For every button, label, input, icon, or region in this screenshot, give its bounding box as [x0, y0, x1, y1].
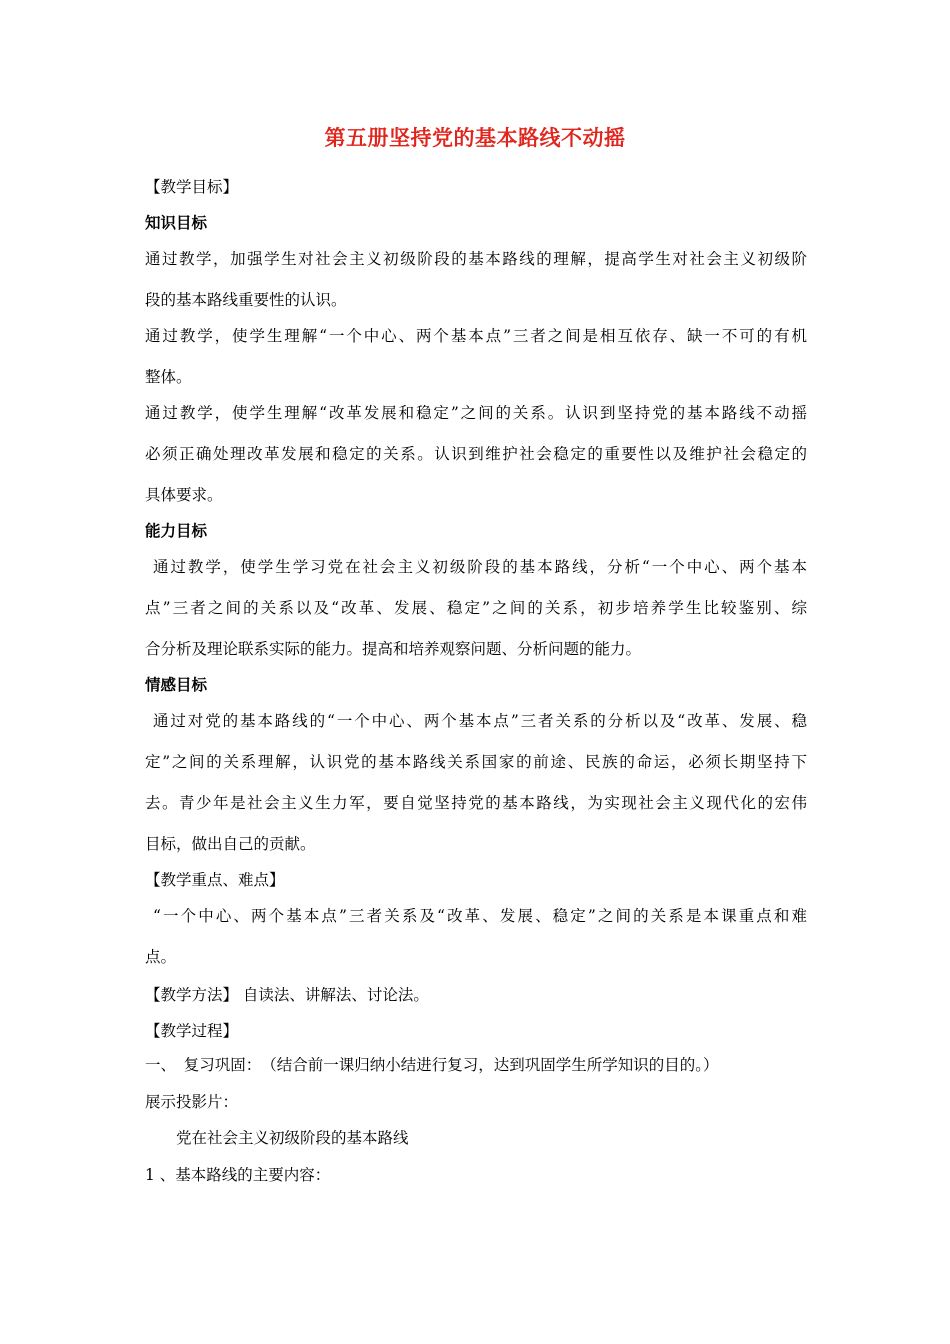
paragraph-line: 一、 复习巩固： （结合前一课归纳小结进行复习，达到巩固学生所学知识的目的。） — [145, 1056, 719, 1074]
paragraph-line: “一个中心、两个基本点”三者关系及“改革、发展、稳定”之间的关系是本课重点和难 — [153, 907, 807, 925]
section-heading-key-points: 【教学重点、难点】 — [145, 871, 285, 889]
subheading-ability-goals: 能力目标 — [145, 521, 208, 540]
paragraph-line: 具体要求。 — [145, 486, 223, 504]
section-heading-teaching-process: 【教学过程】 — [145, 1022, 239, 1040]
paragraph-line: 点。 — [145, 948, 177, 966]
paragraph-line: 通过教学，加强学生对社会主义初级阶段的基本路线的理解，提高学生对社会主义初级阶 — [145, 250, 807, 268]
paragraph-line: 整体。 — [145, 368, 192, 386]
paragraph-line: 党在社会主义初级阶段的基本路线 — [145, 1129, 409, 1147]
paragraph-line: 通过对党的基本路线的“一个中心、两个基本点”三者关系的分析以及“改革、发展、稳 — [153, 712, 807, 730]
paragraph-line: 目标，做出自己的贡献。 — [145, 835, 316, 853]
paragraph-line: 通过教学，使学生学习党在社会主义初级阶段的基本路线，分析“一个中心、两个基本 — [153, 558, 807, 576]
paragraph-line: 合分析及理论联系实际的能力。提高和培养观察问题、分析问题的能力。 — [145, 640, 642, 658]
paragraph-line: 通过教学，使学生理解“改革发展和稳定”之间的关系。认识到坚持党的基本路线不动摇 — [145, 404, 807, 422]
paragraph-line: 1 、基本路线的主要内容： — [145, 1166, 331, 1184]
paragraph-line: 点”三者之间的关系以及“改革、发展、稳定”之间的关系，初步培养学生比较鉴别、综 — [145, 599, 807, 617]
subheading-emotion-goals: 情感目标 — [145, 675, 208, 694]
paragraph-line: 必须正确处理改革发展和稳定的关系。认识到维护社会稳定的重要性以及维护社会稳定的 — [145, 445, 807, 463]
paragraph-line: 展示投影片： — [145, 1093, 239, 1111]
paragraph-line: 通过教学，使学生理解“一个中心、两个基本点”三者之间是相互依存、缺一不可的有机 — [145, 327, 807, 345]
section-heading-teaching-methods: 【教学方法】 自读法、讲解法、讨论法。 — [145, 986, 429, 1004]
paragraph-line: 定”之间的关系理解，认识党的基本路线关系国家的前途、民族的命运，必须长期坚持下 — [145, 753, 807, 771]
paragraph-line: 段的基本路线重要性的认识。 — [145, 291, 347, 309]
paragraph-line: 去。青少年是社会主义生力军，要自觉坚持党的基本路线，为实现社会主义现代化的宏伟 — [145, 794, 807, 812]
subheading-knowledge-goals: 知识目标 — [145, 213, 208, 232]
document-title: 第五册坚持党的基本路线不动摇 — [324, 125, 626, 150]
section-heading-teaching-goals: 【教学目标】 — [145, 178, 239, 196]
